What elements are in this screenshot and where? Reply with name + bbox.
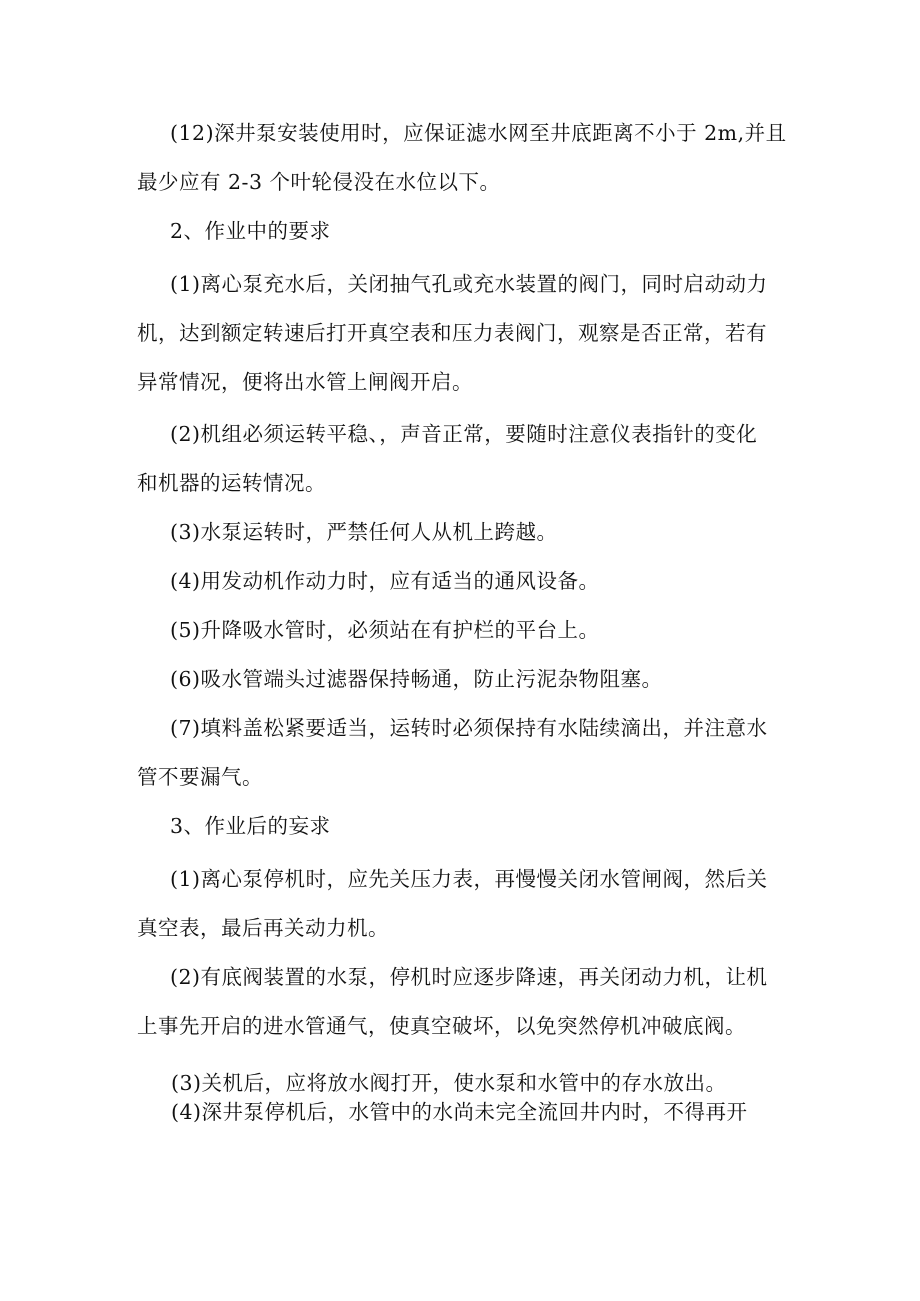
- item-1-line-1: (1)离心泵充水后，关闭抽气孔或充水装置的阀门，同时启动动力: [170, 272, 768, 296]
- section-heading-after-operation: 3、作业后的妄求: [170, 814, 331, 838]
- item-4: (4)用发动机作动力时，应有适当的通风设备。: [170, 569, 600, 593]
- section-heading-during-operation: 2、作业中的要求: [170, 219, 331, 243]
- item-2-line-2: 和机器的运转情况。: [137, 471, 326, 495]
- item-1-line-3: 异常情况，便将出水管上闸阀开启。: [137, 370, 473, 394]
- after-item-2-line-2: 上事先开启的进水管通气，使真空破坏，以免突然停机冲破底阀。: [137, 1014, 746, 1038]
- item-2-line-1: (2)机组必须运转平稳、，声音正常，要随时注意仪表指针的变化: [170, 422, 758, 446]
- item-7-line-1: (7)填料盖松紧要适当，运转时必须保持有水陆续滴出，并注意水: [170, 716, 768, 740]
- after-item-3: (3)关机后，应将放水阀打开，使水泵和水管中的存水放出。: [171, 1071, 727, 1095]
- after-item-1-line-2: 真空表，最后再关动力机。: [137, 916, 389, 940]
- item-7-line-2: 管不要漏气。: [137, 765, 263, 789]
- item-12-line-2: 最少应有 2-3 个叶轮侵没在水位以下。: [137, 170, 501, 194]
- after-item-1-line-1: (1)离心泵停机时，应先关压力表，再慢慢关闭水管闸阀，然后关: [170, 867, 768, 891]
- item-6: (6)吸水管端头过滤器保持畅通，防止污泥杂物阻塞。: [170, 667, 663, 691]
- item-12-line-1: (12)深井泵安装使用时，应保证滤水网至井底距离不小于 2m,并且: [170, 121, 787, 145]
- after-item-4-line-1: (4)深井泵停机后，水管中的水尚未完全流回井内时，不得再开: [171, 1100, 748, 1124]
- item-3: (3)水泵运转时，严禁任何人从机上跨越。: [170, 520, 558, 544]
- item-1-line-2: 机，达到额定转速后打开真空表和压力表阀门，观察是否正常，若有: [137, 321, 767, 345]
- after-item-2-line-1: (2)有底阀装置的水泵，停机时应逐步降速，再关闭动力机，让机: [170, 965, 768, 989]
- item-5: (5)升降吸水管时，必须站在有护栏的平台上。: [170, 618, 600, 642]
